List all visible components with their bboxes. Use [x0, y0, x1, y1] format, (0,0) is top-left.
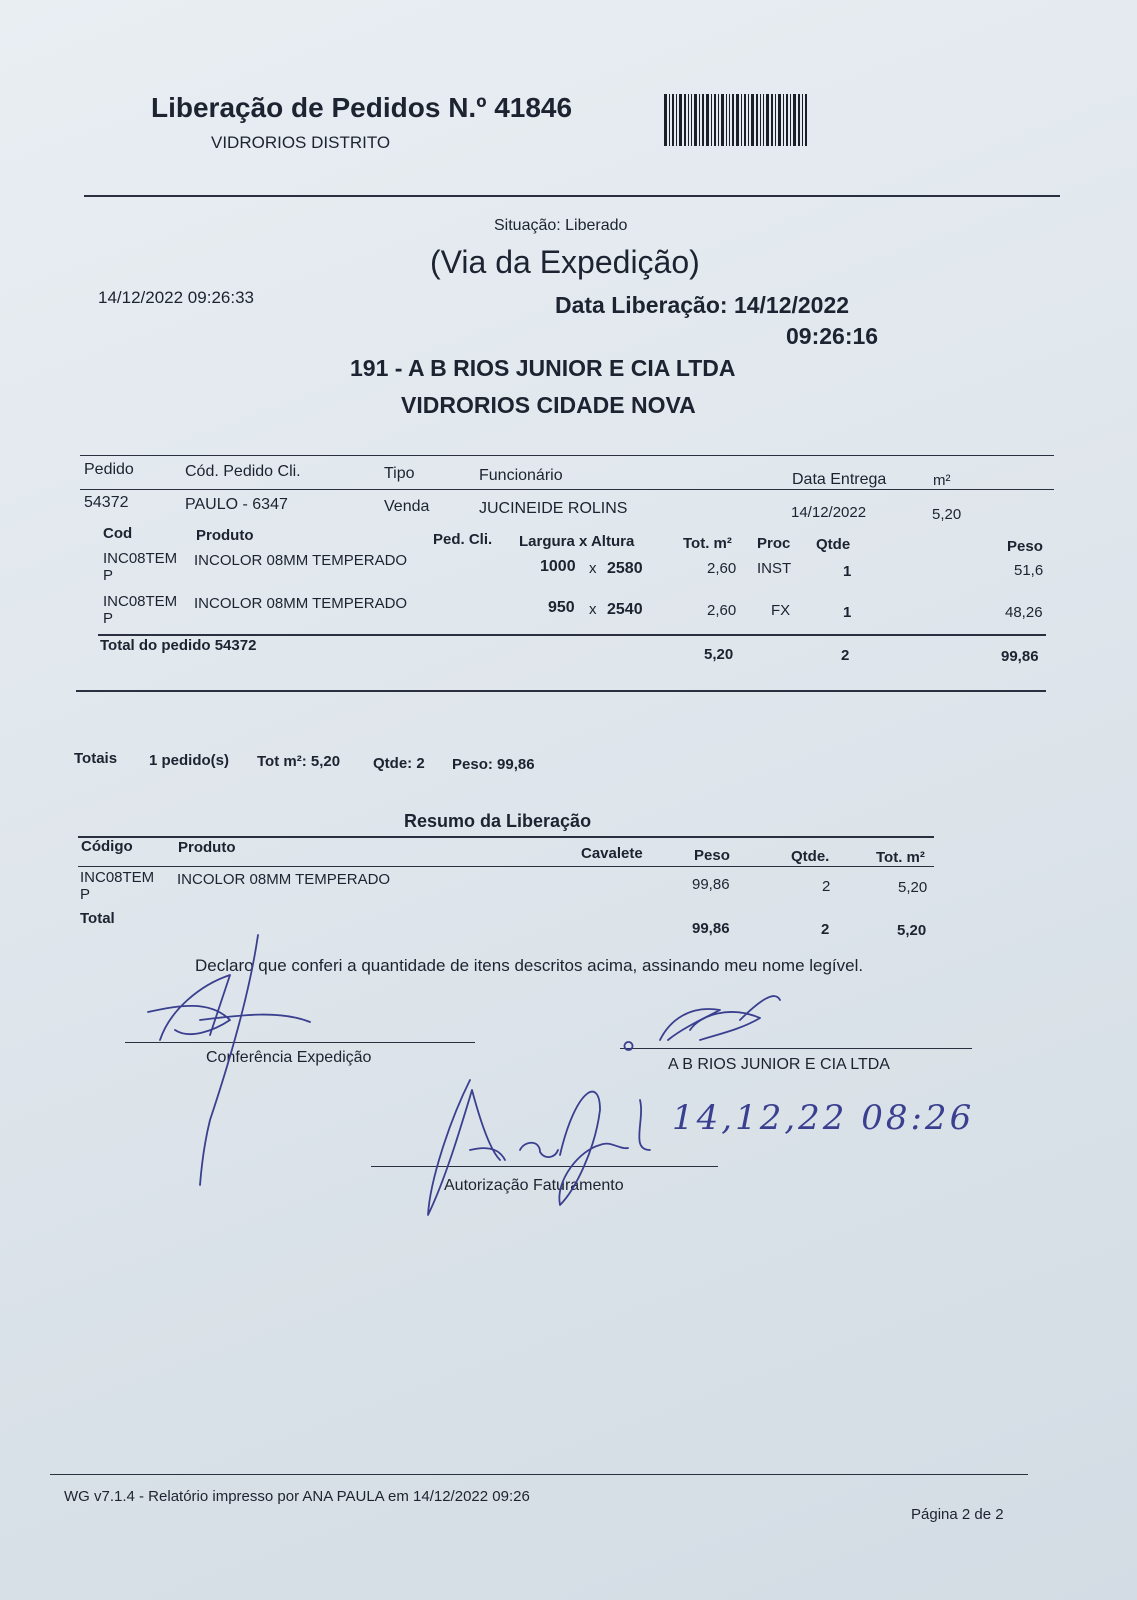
data-liberacao: Data Liberação: 14/12/2022 — [555, 292, 850, 318]
totais-qtde: Qtde: 2 — [373, 755, 425, 772]
label-cod-pedido-cli: Cód. Pedido Cli. — [185, 463, 301, 480]
row-tot-m2: 2,60 — [707, 602, 737, 619]
resumo-row-qtde: 2 — [822, 878, 831, 895]
label-tipo: Tipo — [384, 465, 415, 482]
resumo-row-tot-m2: 5,20 — [898, 879, 928, 896]
totais-peso: Peso: 99,86 — [452, 756, 535, 773]
barcode-bar — [702, 94, 704, 146]
label-m2: m² — [933, 472, 951, 489]
row-produto: INCOLOR 08MM TEMPERADO — [194, 595, 408, 612]
barcode-bar — [684, 94, 686, 146]
signature-line-cliente — [620, 1048, 972, 1049]
footer-divider — [50, 1474, 1028, 1475]
divider — [84, 195, 1060, 197]
barcode-bar — [669, 94, 670, 146]
barcode-bar — [744, 94, 746, 146]
resumo-col-codigo: Código — [81, 838, 133, 855]
row-tot-m2: 2,60 — [707, 560, 737, 577]
row-qtde: 1 — [843, 563, 852, 580]
resumo-total-peso: 99,86 — [692, 920, 730, 937]
row-cod: INC08TEM — [103, 593, 178, 610]
barcode-bar — [699, 94, 700, 146]
barcode-bar — [766, 94, 769, 146]
resumo-total-label: Total — [80, 910, 115, 927]
resumo-total-qtde: 2 — [821, 921, 830, 938]
row-qtde: 1 — [843, 604, 852, 621]
document-title: Liberação de Pedidos N.º 41846 — [151, 92, 573, 123]
value-m2: 5,20 — [932, 506, 962, 523]
resumo-row-cod: INC08TEM — [80, 869, 155, 886]
col-tot-m2: Tot. m² — [683, 535, 732, 552]
row-cod: INC08TEM — [103, 550, 178, 567]
footer-printed-by: WG v7.1.4 - Relatório impresso por ANA PAULA em 14/12/2022 09:26 — [64, 1488, 530, 1505]
declaration-text: Declaro que conferi a quantidade de itens descritos acima, assinando meu nome legível. — [195, 956, 864, 975]
barcode-bar — [676, 94, 677, 146]
barcode-bar — [805, 94, 807, 146]
resumo-row-cod-cont: P — [80, 886, 91, 903]
barcode-bar — [771, 94, 773, 146]
label-data-entrega: Data Entrega — [792, 471, 887, 488]
order-total-label: Total do pedido 54372 — [100, 637, 257, 654]
barcode-bar — [741, 94, 742, 146]
barcode-bar — [688, 94, 689, 146]
barcode-bar — [694, 94, 697, 146]
resumo-total-tot-m2: 5,20 — [897, 922, 927, 939]
order-total-peso: 99,86 — [1001, 648, 1039, 665]
row-x: x — [589, 560, 597, 577]
barcode-bar — [714, 94, 716, 146]
barcode-bar — [793, 94, 796, 146]
barcode-bar — [748, 94, 749, 146]
resumo-col-cavalete: Cavalete — [581, 845, 643, 862]
barcode-bar — [751, 94, 754, 146]
col-proc: Proc — [757, 535, 791, 552]
barcode — [664, 94, 838, 146]
row-produto: INCOLOR 08MM TEMPERADO — [194, 552, 408, 569]
barcode-bar — [775, 94, 776, 146]
value-data-entrega: 14/12/2022 — [791, 504, 867, 521]
barcode-bar — [760, 94, 761, 146]
row-largura: 950 — [548, 599, 575, 616]
barcode-bar — [790, 94, 791, 146]
printed-datetime: 14/12/2022 09:26:33 — [98, 288, 254, 307]
barcode-bar — [706, 94, 709, 146]
col-largura-altura: Largura x Altura — [519, 533, 635, 550]
barcode-bar — [711, 94, 712, 146]
row-altura: 2540 — [607, 601, 643, 618]
order-total-qtde: 2 — [841, 647, 850, 664]
totais-pedidos: 1 pedido(s) — [149, 752, 230, 769]
col-ped-cli: Ped. Cli. — [433, 531, 493, 548]
client-name: 191 - A B RIOS JUNIOR E CIA LTDA — [350, 355, 736, 381]
totais-m2: Tot m²: 5,20 — [257, 753, 341, 770]
row-peso: 48,26 — [1005, 604, 1043, 621]
status-situacao: Situação: Liberado — [494, 217, 628, 234]
barcode-bar — [664, 94, 667, 146]
divider — [80, 489, 1054, 490]
divider — [78, 866, 934, 867]
barcode-bar — [679, 94, 682, 146]
resumo-title: Resumo da Liberação — [404, 811, 592, 831]
row-peso: 51,6 — [1014, 562, 1044, 579]
col-cod: Cod — [103, 525, 133, 542]
order-total-m2: 5,20 — [704, 646, 734, 663]
signature-line-autorizacao — [371, 1166, 718, 1167]
barcode-bar — [736, 94, 739, 146]
col-qtde: Qtde — [816, 536, 851, 553]
barcode-bar — [798, 94, 800, 146]
barcode-bar — [783, 94, 784, 146]
signature-cliente — [625, 996, 781, 1050]
barcode-bar — [778, 94, 781, 146]
barcode-bar — [718, 94, 719, 146]
resumo-row-peso: 99,86 — [692, 876, 730, 893]
divider — [80, 455, 1054, 456]
value-funcionario: JUCINEIDE ROLINS — [479, 500, 628, 517]
label-funcionario: Funcionário — [479, 467, 563, 484]
footer-page-number: Página 2 de 2 — [911, 1506, 1004, 1523]
resumo-row-produto: INCOLOR 08MM TEMPERADO — [177, 871, 391, 888]
totais-label: Totais — [74, 750, 118, 767]
barcode-bar — [729, 94, 730, 146]
barcode-bar — [672, 94, 674, 146]
resumo-col-qtde: Qtde. — [791, 848, 830, 865]
barcode-bar — [802, 94, 803, 146]
barcode-bar — [726, 94, 727, 146]
row-cod-cont: P — [103, 567, 114, 584]
col-produto: Produto — [196, 527, 254, 544]
value-pedido: 54372 — [84, 494, 129, 511]
barcode-bar — [756, 94, 758, 146]
value-tipo: Venda — [384, 498, 430, 515]
barcode-bar — [763, 94, 764, 146]
value-cod-pedido-cli: PAULO - 6347 — [185, 496, 288, 513]
signature-line-conferencia — [125, 1042, 475, 1043]
signature-label-conferencia: Conferência Expedição — [206, 1049, 372, 1066]
row-proc: INST — [757, 560, 792, 577]
barcode-bar — [691, 94, 692, 146]
row-cod-cont: P — [103, 610, 114, 627]
client-store: VIDRORIOS CIDADE NOVA — [401, 392, 696, 418]
label-pedido: Pedido — [84, 461, 134, 478]
company-name: VIDRORIOS DISTRITO — [211, 133, 391, 152]
row-proc: FX — [771, 602, 791, 619]
divider — [98, 634, 1046, 636]
resumo-col-tot-m2: Tot. m² — [876, 849, 925, 866]
barcode-bar — [786, 94, 788, 146]
divider — [76, 690, 1046, 692]
row-largura: 1000 — [540, 558, 576, 575]
divider — [78, 836, 934, 838]
signature-label-cliente: A B RIOS JUNIOR E CIA LTDA — [668, 1056, 890, 1073]
col-peso: Peso — [1007, 538, 1043, 555]
via-label: (Via da Expedição) — [430, 244, 700, 280]
resumo-col-peso: Peso — [694, 847, 730, 864]
resumo-col-produto: Produto — [178, 839, 236, 856]
signature-label-autorizacao: Autorização Faturamento — [444, 1177, 624, 1194]
handwritten-date: 14,12,22 08:26 — [672, 1098, 975, 1138]
row-x: x — [589, 601, 597, 618]
barcode-bar — [732, 94, 734, 146]
row-altura: 2580 — [607, 560, 643, 577]
barcode-bar — [721, 94, 724, 146]
data-liberacao-time: 09:26:16 — [786, 323, 879, 349]
